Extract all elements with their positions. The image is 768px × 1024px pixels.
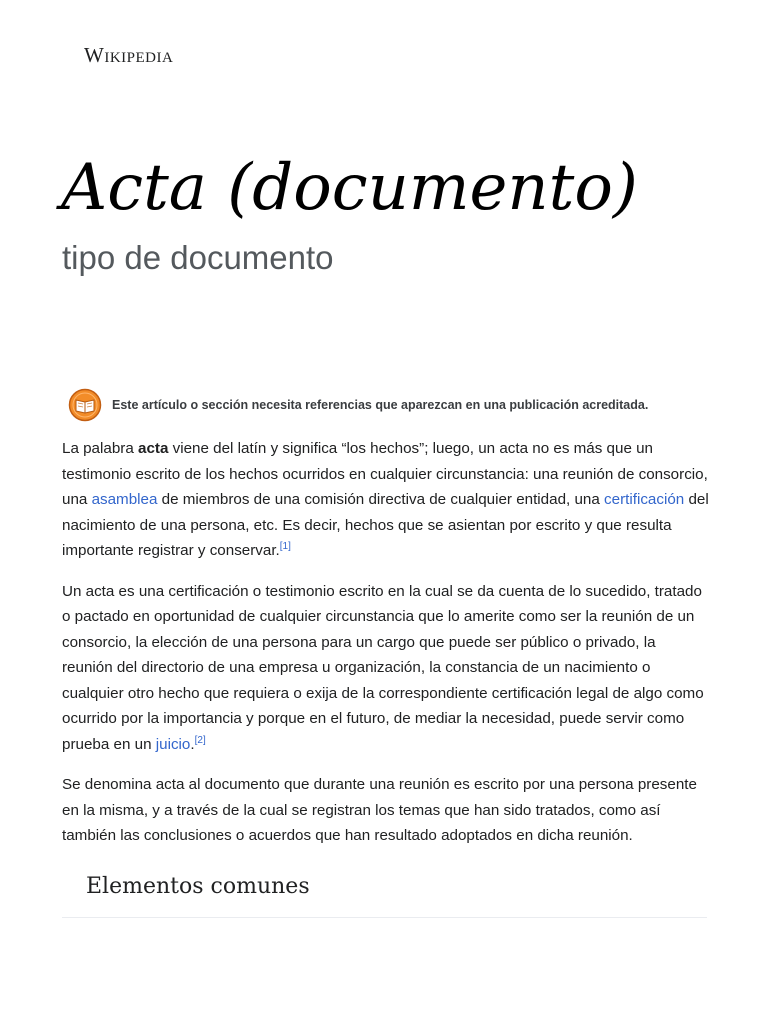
bold-term: acta <box>138 440 169 457</box>
paragraph-3 <box>62 772 710 849</box>
text-span: La palabra <box>62 440 138 457</box>
text-span: Se denomina acta al documento que durante una reunión es escrito por una persona presente en la misma, y a través de la cual se registran los temas que han sido tratados, como así también las conclusiones o acuerdos que han resultado adoptados en dicha reunión. <box>62 776 697 844</box>
paragraph-1 <box>62 436 710 564</box>
link-asamblea[interactable]: asamblea <box>91 491 158 508</box>
reference-link-2[interactable]: [2] <box>194 734 206 746</box>
link-certificacion[interactable]: certificación <box>604 491 685 508</box>
text-span: . <box>190 735 195 753</box>
reference-2 <box>195 734 206 745</box>
section-heading-elementos-comunes[interactable]: Elementos comunes <box>86 874 310 899</box>
page-title: Acta (documento) <box>61 151 638 225</box>
text-span: Un acta es una certificación o testimonio escrito en la cual se da cuenta de lo sucedido, tratado o pactado en oportunidad de cualquier circunstancia que lo amerite como ser la reunión de un consorcio, la elección de una persona para un cargo que puede ser público o privado, la reunión del directorio de una empresa u organización, la constancia de un nacimiento o cualquier otro hecho que requiera o exija de la correspondiente certificación legal de algo como ocurrido por la importancia y porque en el futuro, de mediar la necesidad, puede servir como prueba en un <box>62 582 704 753</box>
reference-1 <box>280 541 291 552</box>
page-subtitle: tipo de documento <box>62 239 334 276</box>
text-span: del nacimiento de una persona, etc. Es decir, hechos que se asientan por escrito y que resulta importante registrar y conservar. <box>62 491 709 559</box>
references-notice <box>68 385 708 425</box>
wikipedia-logo[interactable]: Wikipedia <box>84 43 174 67</box>
book-question-icon <box>68 388 102 422</box>
text-span: de miembros de una comisión directiva de cualquier entidad, una <box>157 491 605 508</box>
article-body <box>62 436 710 864</box>
paragraph-2 <box>62 579 710 758</box>
notice-text: Este artículo o sección necesita referencias que aparezcan en una publicación acreditada. <box>112 398 649 412</box>
reference-link-1[interactable]: [1] <box>279 540 291 552</box>
link-juicio[interactable]: juicio <box>155 735 191 753</box>
section-divider <box>62 917 707 918</box>
text-span: viene del latín y significa “los hechos”; luego, un acta no es más que un testimonio escrito de los hechos ocurridos en cualquier circunstancia: una reunión de consorcio, una <box>62 440 708 508</box>
